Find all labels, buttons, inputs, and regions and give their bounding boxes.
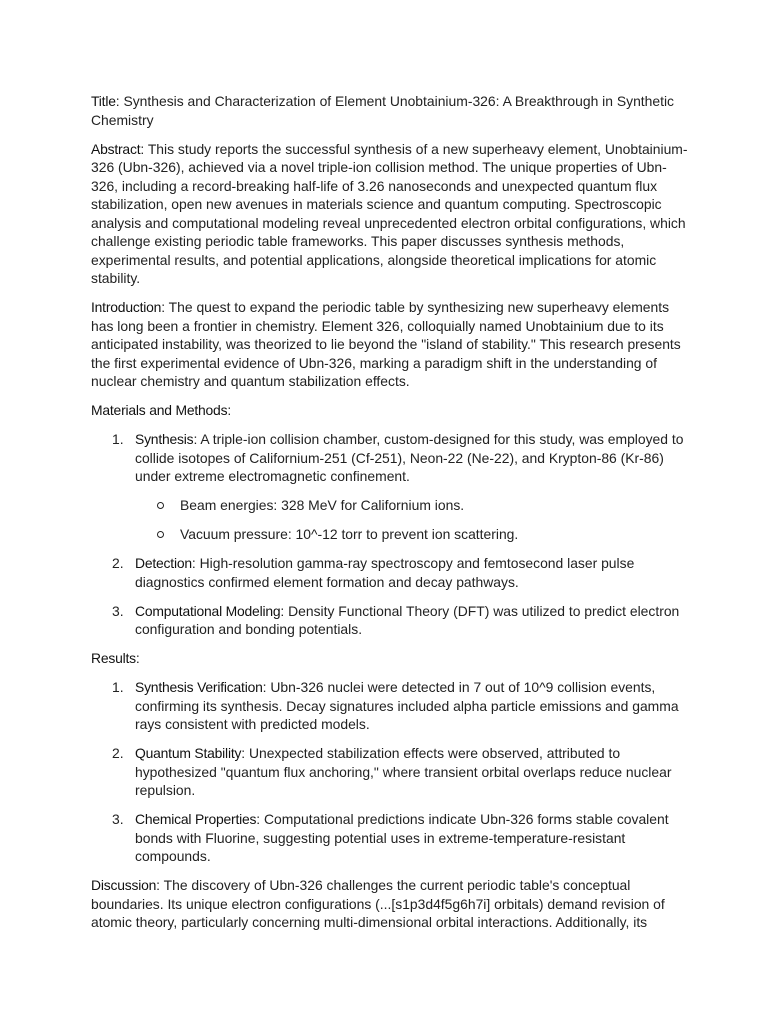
introduction-label: Introduction bbox=[91, 299, 162, 315]
list-number: 1. bbox=[112, 431, 124, 447]
item-label: Synthesis Verification bbox=[135, 679, 263, 695]
results-heading bbox=[91, 649, 691, 668]
discussion-text: : The discovery of Ubn-326 challenges the current periodic table's conceptual boundaries. Its unique electron configurations (...[s1p3d4f5g6h7i] orbitals) demand revision of atomic theory, particularly concerning multi-dimensional orbital interactions. Additionally, its bbox=[91, 877, 665, 930]
results-suffix: : bbox=[135, 650, 140, 666]
methods-sub-list bbox=[135, 496, 691, 544]
introduction-paragraph bbox=[91, 298, 691, 391]
list-number: 3. bbox=[112, 602, 124, 619]
title-paragraph bbox=[91, 92, 691, 129]
abstract-label: Abstract bbox=[91, 140, 141, 157]
list-number: 2. bbox=[112, 745, 124, 761]
title-text: : Synthesis and Characterization of Element Unobtainium-326: A Breakthrough in Synthetic Chemistry bbox=[91, 93, 674, 128]
item-text: : Density Functional Theory (DFT) was utilized to predict electron configuration and bonding potentials. bbox=[135, 602, 680, 637]
list-number: 2. bbox=[112, 555, 124, 571]
item-text: : Ubn-326 nuclei were detected in 7 out of 10^9 collision events, confirming its synthesis. Decay signatures included alpha particle emissions and gamma rays consistent with predicted models. bbox=[135, 679, 679, 732]
list-item bbox=[91, 810, 691, 866]
sub-list-item bbox=[135, 496, 691, 515]
discussion-paragraph bbox=[91, 876, 691, 932]
sub-item-text: Beam energies: 328 MeV for Californium ions. bbox=[180, 497, 465, 513]
list-item bbox=[91, 602, 691, 639]
list-item bbox=[91, 744, 691, 800]
title-label: Title bbox=[91, 93, 116, 109]
item-text: : A triple-ion collision chamber, custom-designed for this study, was employed to collide isotopes of Californium-251 (Cf-251), Neon-22 (Ne-22), and Krypton-86 (Kr-86) under extreme electromagnetic confinement. bbox=[135, 431, 684, 484]
methods-label: Materials and Methods bbox=[91, 402, 228, 418]
introduction-text: : The quest to expand the periodic table by synthesizing new superheavy elements has long been a frontier in chemistry. Element 326, colloquially named Unobtainium due to its anticipated instability, was theorized to lie beyond the "island of stability." This research presents the first experimental evidence of Ubn-326, marking a paradigm shift in the understanding of nuclear chemistry and quantum stabilization effects. bbox=[91, 299, 681, 389]
sub-list-item bbox=[135, 525, 691, 544]
item-text: : High-resolution gamma-ray spectroscopy and femtosecond laser pulse diagnostics confirmed element formation and decay pathways. bbox=[135, 555, 635, 590]
methods-list bbox=[91, 430, 691, 639]
abstract-paragraph bbox=[91, 140, 691, 288]
list-item bbox=[91, 554, 691, 591]
list-item bbox=[91, 430, 691, 544]
methods-suffix: : bbox=[227, 402, 232, 418]
discussion-label: Discussion bbox=[91, 877, 157, 893]
item-label: Computational Modeling bbox=[135, 602, 281, 619]
methods-heading bbox=[91, 401, 691, 420]
document-page bbox=[91, 92, 691, 942]
item-label: Quantum Stability bbox=[135, 745, 242, 761]
hollow-bullet-icon bbox=[157, 502, 164, 509]
item-label: Detection bbox=[135, 555, 192, 571]
list-number: 1. bbox=[112, 679, 124, 695]
results-list bbox=[91, 678, 691, 866]
item-text: : Computational predictions indicate Ubn-326 forms stable covalent bonds with Fluorine, suggesting potential uses in extreme-temperature-resistant compounds. bbox=[135, 811, 669, 864]
list-number: 3. bbox=[112, 811, 124, 827]
hollow-bullet-icon bbox=[157, 531, 164, 538]
item-label: Synthesis bbox=[135, 431, 194, 447]
abstract-text: : This study reports the successful synthesis of a new superheavy element, Unobtainium-326 (Ubn-326), achieved via a novel triple-ion collision method. The unique properties of Ubn-326, including a record-breaking half-life of 3.26 nanoseconds and unexpected quantum flux stabilization, open new avenues in materials science and quantum computing. Spectroscopic analysis and computational modeling reveal unprecedented electron orbital configurations, which challenge existing periodic table frameworks. This paper discusses synthesis methods, experimental results, and potential applications, alongside theoretical implications for atomic stability. bbox=[91, 140, 688, 286]
results-label: Results bbox=[91, 650, 136, 666]
sub-item-text: Vacuum pressure: 10^-12 torr to prevent ion scattering. bbox=[180, 526, 519, 542]
item-label: Chemical Properties bbox=[135, 811, 257, 827]
item-text: : Unexpected stabilization effects were observed, attributed to hypothesized "quantum flux anchoring," where transient orbital overlaps reduce nuclear repulsion. bbox=[135, 745, 672, 798]
list-item bbox=[91, 678, 691, 734]
